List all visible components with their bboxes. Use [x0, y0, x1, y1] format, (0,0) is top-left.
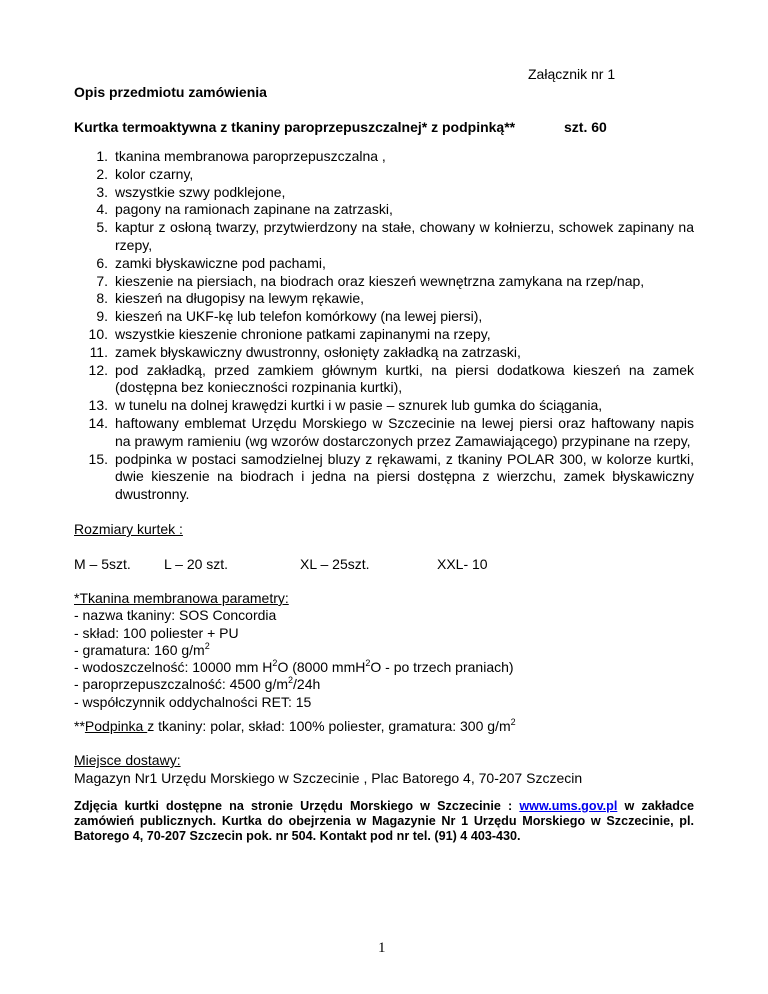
list-item-number: 12.	[88, 361, 108, 378]
list-item-text: kaptur z osłoną twarzy, przytwierdzony na stałe, chowany w kołnierzu, schowek zapinany na rzepy,	[115, 219, 694, 253]
size-xl: XL – 25szt.	[300, 556, 370, 572]
membrane-composition: - skład: 100 poliester + PU	[74, 624, 239, 641]
membrane-waterproofness: - wodoszczelność: 10000 mm $H^2O$ (8000 mmH$^2$O - po trzech praniach)	[74, 658, 514, 676]
list-item-number: 3.	[96, 183, 108, 200]
list-item	[74, 166, 694, 184]
list-item-number: 11.	[89, 343, 108, 360]
list-item-number: 10.	[88, 325, 108, 342]
product-name: Kurtka termoaktywna z tkaniny paroprzepuszczalnej* z podpinką**	[74, 119, 516, 135]
list-item-text: kieszeń na długopisy na lewym rękawie,	[115, 290, 365, 307]
list-item-number: 5.	[96, 219, 108, 236]
list-item	[74, 397, 694, 415]
membrane-name: - nazwa tkaniny: SOS Concordia	[74, 607, 277, 624]
list-item	[74, 184, 694, 202]
list-item	[74, 255, 694, 273]
page-number: 1	[378, 940, 386, 956]
delivery-heading: Miejsce dostawy:	[74, 752, 181, 768]
list-item-text: kieszeń na UKF-kę lub telefon komórkowy (na lewej piersi),	[115, 308, 483, 325]
size-m: M – 5szt.	[74, 556, 131, 572]
list-item-number: 15.	[88, 450, 108, 467]
list-item	[74, 308, 694, 326]
membrane-parameters	[74, 590, 714, 711]
membrane-heading: *Tkanina membranowa parametry:	[74, 590, 289, 606]
size-l: L – 20 szt.	[164, 556, 229, 572]
delivery-address: Magazyn Nr1 Urzędu Morskiego w Szczecinie , Plac Batorego 4, 70-207 Szczecin	[74, 769, 583, 786]
list-item	[74, 451, 694, 504]
photos-note: Zdjęcia kurtki dostępne na stronie Urzędu Morskiego w Szczecinie : www.ums.gov.pl w zakładce zamówień publicznych. Kurtka do obejrzenia w Magazynie Nr 1 Urzędu Morskiego w Szczecinie, pl. Batorego 4, 70-207 Szczecin pok. nr 504. Kontakt pod nr tel. (91) 4 403-430.	[74, 799, 694, 843]
list-item-text: zamki błyskawiczne pod pachami,	[115, 254, 326, 271]
list-item-number: 6.	[96, 254, 108, 271]
list-item-number: 2.	[96, 165, 108, 182]
list-item	[74, 273, 694, 291]
list-item-text: kieszenie na piersiach, na biodrach oraz kieszeń wewnętrzna zamykana na rzep/nap,	[115, 272, 645, 289]
membrane-grammage: - gramatura: 160 $g/m^2$	[74, 640, 210, 658]
list-item-text: tkanina membranowa paroprzepuszczalna ,	[115, 148, 386, 164]
membrane-ret: - współczynnik oddychalności RET: 15	[74, 693, 312, 710]
list-item	[74, 344, 694, 362]
specification-list	[74, 148, 694, 504]
list-item-text: zamek błyskawiczny dwustronny, osłonięty zakładką na zatrzaski,	[115, 343, 521, 360]
list-item-number: 8.	[96, 290, 108, 307]
list-item-text: haftowany emblemat Urzędu Morskiego w Szczecinie na lewej piersi oraz haftowany napis na prawym ramieniu (wg wzorów dostarczonych przez Zamawiającego) przypinane na rzepy,	[115, 414, 694, 449]
list-item	[74, 290, 694, 308]
list-item-number: 14.	[88, 414, 108, 431]
membrane-breathability: - paroprzepuszczalność: 4500 $g/m^2/24h$	[74, 675, 321, 693]
size-xxl: XXL- 10	[437, 556, 488, 572]
list-item	[74, 362, 694, 398]
sizes-heading: Rozmiary kurtek :	[74, 521, 183, 537]
list-item-text: pod zakładką, przed zamkiem głównym kurtki, na piersi dodatkowa kieszeń na zamek (dostępna bez konieczności rozpinania kurtki),	[115, 361, 694, 396]
sizes-row	[74, 556, 694, 574]
annex-label: Załącznik nr 1	[528, 66, 616, 82]
list-item-number: 7.	[96, 272, 108, 289]
list-item	[74, 148, 694, 166]
ums-website-link[interactable]: www.ums.gov.pl	[519, 799, 618, 813]
delivery-section	[74, 752, 582, 787]
list-item-text: wszystkie szwy podklejone,	[115, 183, 286, 200]
list-item-number: 4.	[96, 201, 108, 218]
list-item-text: podpinka w postaci samodzielnej bluzy z rękawami, z tkaniny POLAR 300, w kolorze kurtki, dwie kieszenie na biodrach i jedna na piersi dostępna z wierzchu, zamek błyskawiczny dwustronny.	[115, 450, 694, 503]
lining-description: **Podpinka z tkaniny: polar, skład: 100% poliester, gramatura: 300 $g/m^2$	[74, 717, 516, 734]
list-item-text: pagony na ramionach zapinane na zatrzaski,	[115, 201, 393, 218]
document-title: Opis przedmiotu zamówienia	[74, 84, 267, 100]
list-item-number: 13.	[88, 397, 108, 414]
product-quantity: szt. 60	[564, 119, 607, 135]
list-item	[74, 201, 694, 219]
list-item-number: 9.	[96, 308, 108, 325]
list-item-text: w tunelu na dolnej krawędzi kurtki i w pasie – sznurek lub gumka do ściągania,	[115, 397, 603, 414]
list-item	[74, 326, 694, 344]
list-item-number: 1.	[96, 148, 108, 164]
lining-label: Podpinka	[84, 718, 148, 734]
list-item	[74, 219, 694, 255]
product-heading	[74, 119, 694, 136]
list-item-text: wszystkie kieszenie chronione patkami zapinanymi na rzepy,	[115, 325, 491, 342]
list-item-text: kolor czarny,	[115, 165, 194, 182]
list-item	[74, 415, 694, 451]
